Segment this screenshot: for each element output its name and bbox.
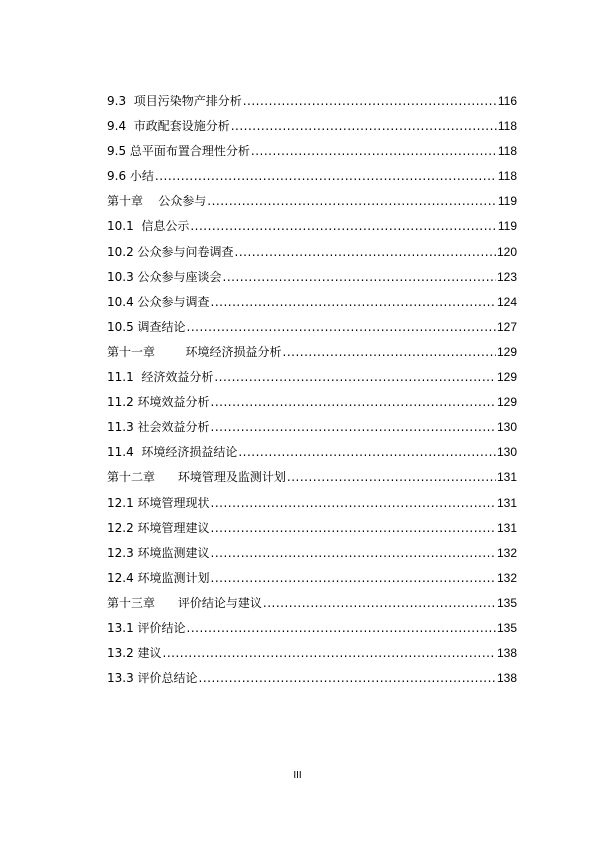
toc-entry-title: 第十一章 环境经济损益分析 [107,344,282,359]
toc-entry-title: 11.2 环境效益分析 [107,395,210,410]
toc-entry[interactable] [107,641,517,666]
toc-entry-title: 12.4 环境监测计划 [107,570,210,585]
toc-entry-page: 118 [497,119,517,134]
toc-entry-title: 第十二章 环境管理及监测计划 [107,470,286,485]
toc-entry[interactable] [107,139,517,164]
toc-entry-page: 127 [496,319,517,334]
toc-dot-leader [211,516,496,541]
toc-dot-leader [223,265,496,290]
toc-entry[interactable] [107,265,517,290]
toc-chapter-entry[interactable] [107,340,517,365]
toc-entry-title: 10.2 公众参与问卷调查 [107,244,234,259]
toc-entry[interactable] [107,541,517,566]
toc-dot-leader [211,390,496,415]
toc-entry[interactable] [107,164,517,189]
toc-dot-leader [207,189,497,214]
toc-entry[interactable] [107,491,517,516]
toc-entry-page: 131 [496,470,517,485]
toc-entry-page: 124 [496,294,517,309]
toc-entry[interactable] [107,365,517,390]
toc-entry-title: 10.5 调查结论 [107,319,186,334]
toc-entry[interactable] [107,214,517,239]
toc-entry[interactable] [107,616,517,641]
toc-entry-title: 10.1 信息公示 [107,219,190,234]
toc-dot-leader [199,666,496,691]
toc-entry-page: 116 [497,94,517,108]
toc-chapter-entry[interactable] [107,591,517,616]
toc-entry-page: 119 [497,219,517,234]
page-number: III [293,770,302,781]
toc-entry-title: 9.3 项目污染物产排分析 [107,94,242,108]
toc-entry-title: 12.3 环境监测建议 [107,545,210,560]
toc-dot-leader [211,541,496,566]
toc-entry-page: 118 [497,169,517,184]
toc-entry-title: 9.4 市政配套设施分析 [107,119,230,134]
toc-entry-title: 11.1 经济效益分析 [107,370,214,385]
toc-entry-page: 138 [496,671,517,686]
toc-dot-leader [163,641,496,666]
toc-dot-leader [251,139,497,164]
toc-entry-page: 132 [496,545,517,560]
toc-dot-leader [211,290,496,315]
toc-entry[interactable] [107,114,517,139]
toc-entry[interactable] [107,440,517,465]
toc-entry-title: 13.3 评价总结论 [107,671,198,686]
toc-entry[interactable] [107,89,517,114]
toc-entry-page: 129 [496,395,517,410]
toc-dot-leader [187,315,496,340]
toc-dot-leader [190,214,497,239]
toc-entry-page: 131 [496,520,517,535]
toc-entry-title: 第十三章 评价结论与建议 [107,595,262,610]
toc-entry-page: 132 [496,570,517,585]
toc-entry-title: 12.2 环境管理建议 [107,520,210,535]
toc-entry[interactable] [107,566,517,591]
toc-entry-title: 9.6 小结 [107,169,154,184]
toc-entry-page: 129 [496,370,517,385]
toc-entry[interactable] [107,315,517,340]
toc-entry-page: 120 [496,244,517,259]
toc-dot-leader [214,365,496,390]
toc-dot-leader [187,616,496,641]
toc-entry[interactable] [107,666,517,691]
toc-chapter-entry[interactable] [107,465,517,490]
toc-entry-page: 131 [496,495,517,510]
toc-entry-page: 118 [497,144,517,159]
toc-entry-title: 13.1 评价结论 [107,620,186,635]
toc-entry-title: 第十章 公众参与 [107,194,207,209]
toc-dot-leader [231,114,497,139]
toc-entry-title: 11.3 社会效益分析 [107,420,210,435]
toc-entry-title: 10.3 公众参与座谈会 [107,269,222,284]
toc-entry-page: 135 [496,620,517,635]
toc-entry[interactable] [107,415,517,440]
toc-entry[interactable] [107,240,517,265]
toc-dot-leader [155,164,497,189]
toc-dot-leader [211,491,496,516]
toc-entry-page: 130 [496,420,517,435]
toc-entry-title: 13.2 建议 [107,646,162,661]
toc-entry-title: 12.1 环境管理现状 [107,495,210,510]
toc-entry-page: 135 [496,595,517,610]
toc-dot-leader [243,89,497,114]
toc-entry-page: 138 [496,646,517,661]
toc-entry-page: 129 [496,344,517,359]
toc-entry-title: 11.4 环境经济损益结论 [107,445,238,460]
toc-dot-leader [235,240,496,265]
toc-entry-page: 123 [496,269,517,284]
toc-entry-page: 119 [497,194,517,209]
toc-entry-page: 130 [496,445,517,460]
toc-dot-leader [287,465,496,490]
toc-dot-leader [211,566,496,591]
toc-entry-title: 9.5 总平面布置合理性分析 [107,144,250,159]
toc-dot-leader [238,440,496,465]
toc-dot-leader [211,415,496,440]
toc-entry-title: 10.4 公众参与调查 [107,294,210,309]
table-of-contents [107,89,517,691]
toc-entry[interactable] [107,516,517,541]
toc-dot-leader [283,340,496,365]
toc-chapter-entry[interactable] [107,189,517,214]
toc-entry[interactable] [107,390,517,415]
toc-dot-leader [263,591,496,616]
toc-entry[interactable] [107,290,517,315]
